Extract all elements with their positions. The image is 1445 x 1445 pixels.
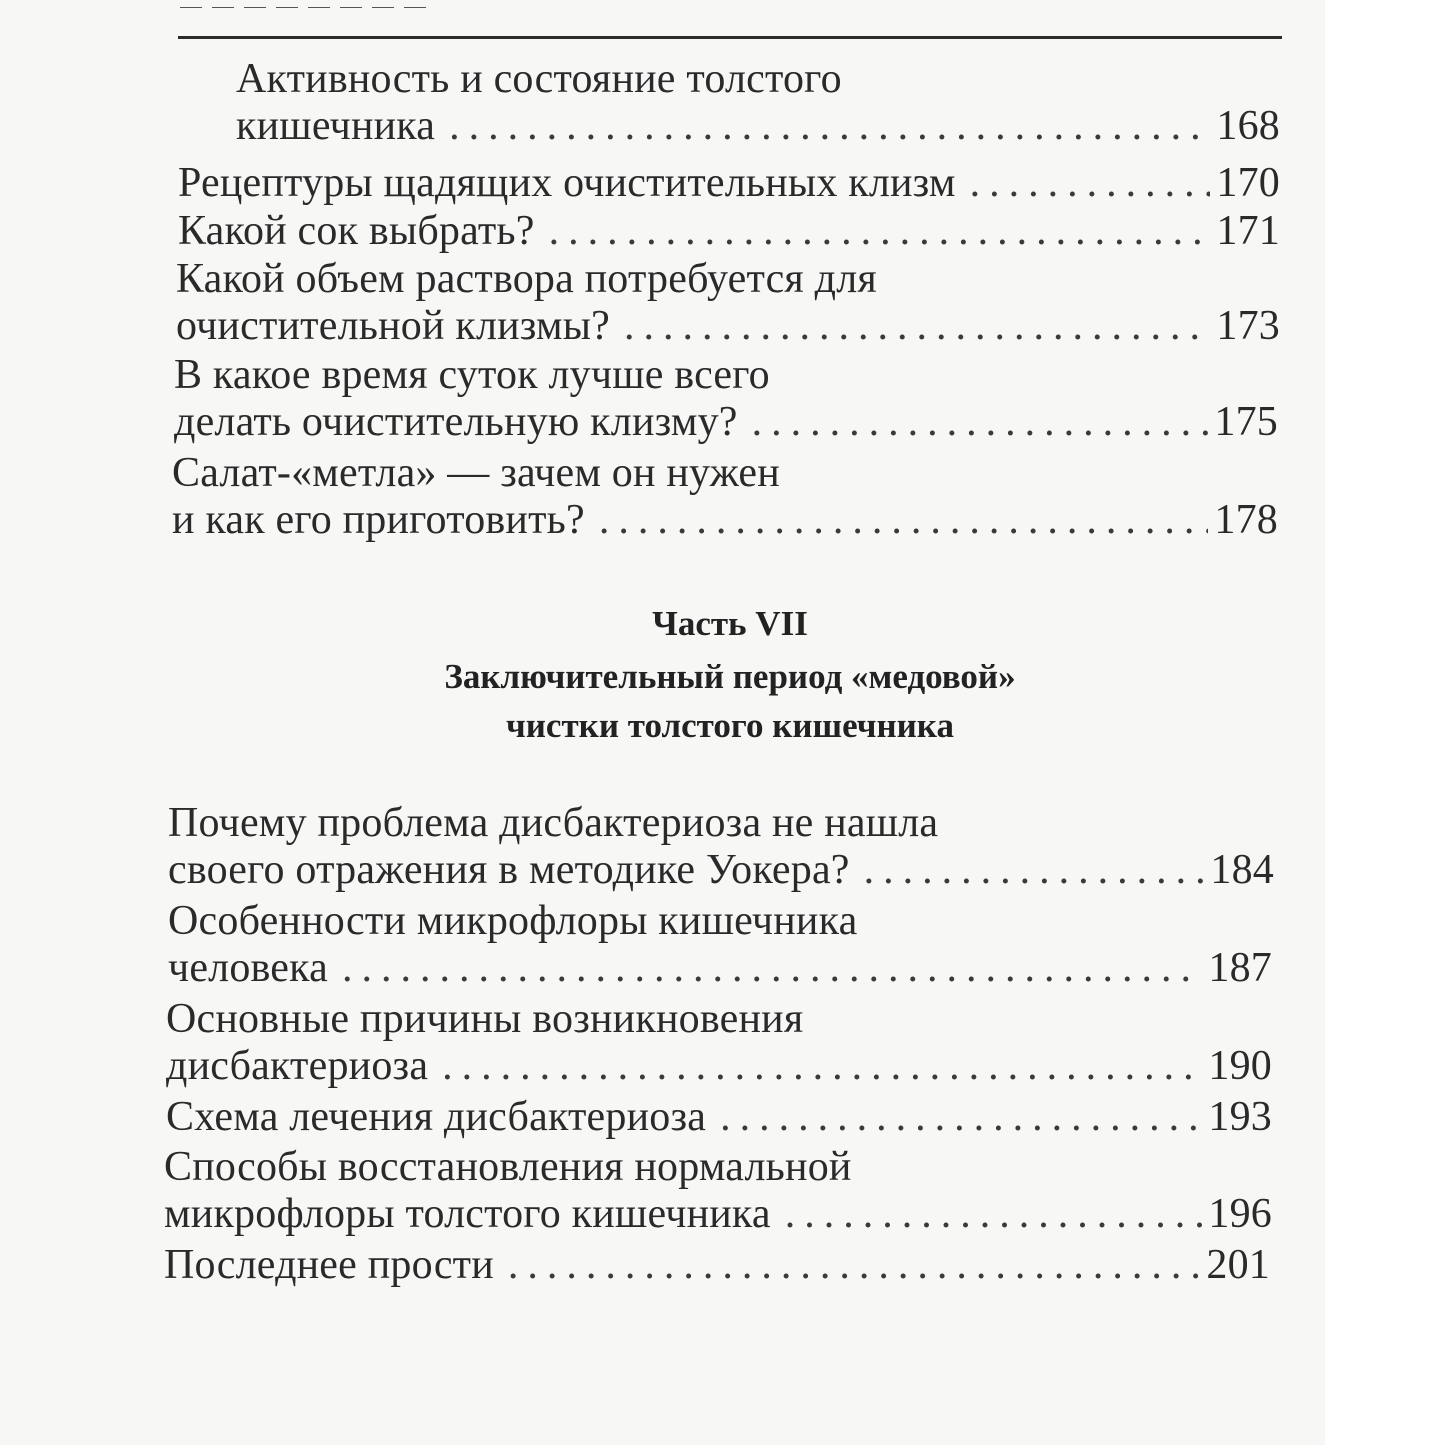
toc-entry-title: и как его приготовить?: [172, 497, 585, 543]
toc-page-number: 175: [1214, 399, 1278, 445]
toc-entry-title: Способы восстановления нормальной: [164, 1144, 852, 1190]
toc-entry-line: [164, 1191, 1272, 1238]
toc-page-number: 196: [1208, 1191, 1272, 1237]
toc-entry: [164, 1144, 1272, 1238]
toc-entry-line: [176, 256, 1280, 303]
leader-dots: [720, 1094, 1202, 1141]
leader-dots: [752, 399, 1209, 446]
leader-dots: [624, 303, 1210, 350]
toc-entry: [178, 208, 1280, 255]
toc-entry-title: Почему проблема дисбактериоза не нашла: [168, 800, 939, 846]
toc-entry-title: Активность и состояние толстого: [236, 56, 842, 102]
toc-entry-title: микрофлоры толстого кишечника: [164, 1191, 771, 1237]
toc-entry-title: дисбактериоза: [166, 1043, 429, 1089]
toc-entry: [172, 450, 1278, 544]
toc-entry-title: Рецептуры щадящих очистительных клизм: [178, 160, 956, 206]
toc-entry-line: [168, 847, 1274, 894]
toc-entry-title: В какое время суток лучше всего: [174, 352, 770, 398]
toc-entry-line: [174, 352, 1278, 399]
leader-dots: [599, 497, 1209, 544]
toc-entry: [236, 56, 1280, 150]
leader-dots: [785, 1191, 1203, 1238]
toc-entry-line: [174, 399, 1278, 446]
toc-entry-line: [164, 1144, 1272, 1191]
toc-entry-line: [168, 800, 1274, 847]
toc-entry: [168, 898, 1272, 992]
part-title: чистки толстого кишечника: [506, 706, 954, 745]
toc-page-number: 201: [1206, 1242, 1270, 1288]
toc-entry: [168, 800, 1274, 894]
toc-entry: [178, 160, 1280, 207]
leader-dots: [864, 847, 1205, 894]
toc-entry: [166, 1094, 1272, 1141]
toc-entry: [174, 352, 1278, 446]
toc-entry-title: Салат-«метла» — зачем он нужен: [172, 450, 780, 496]
part-label: Часть VII: [652, 604, 808, 643]
toc-page-number: 187: [1208, 945, 1272, 991]
toc-entry-title: Какой объем раствора потребуется для: [176, 256, 877, 302]
toc-entry-line: [172, 450, 1278, 497]
toc-entry-title: Особенности микрофлоры кишечника: [168, 898, 858, 944]
toc-entry-line: [172, 497, 1278, 544]
part-title: Заключительный период «медовой»: [444, 657, 1016, 696]
toc-entry-line: [166, 1094, 1272, 1141]
toc-page-number: 193: [1208, 1094, 1272, 1140]
toc-entry-title: человека: [168, 945, 328, 991]
toc-entry-line: [164, 1242, 1270, 1289]
toc-entry-line: [236, 103, 1280, 150]
leader-dots: [342, 945, 1202, 992]
toc-page-number: 178: [1214, 497, 1278, 543]
toc-entry-title: Какой сок выбрать?: [178, 208, 535, 254]
toc-entry-line: [166, 1043, 1272, 1090]
toc-entry: [166, 996, 1272, 1090]
toc-entry-line: [176, 303, 1280, 350]
toc-entry-title: делать очистительную клизму?: [174, 399, 738, 445]
toc-page-number: 168: [1216, 103, 1280, 149]
toc-entry-line: [178, 208, 1280, 255]
toc-page-number: 184: [1210, 847, 1274, 893]
toc-entry-line: [168, 898, 1272, 945]
toc-entry-line: [166, 996, 1272, 1043]
toc-entry-title: кишечника: [236, 103, 436, 149]
toc-entry: [164, 1242, 1270, 1289]
toc-page-number: 173: [1216, 303, 1280, 349]
toc-entry-line: [168, 945, 1272, 992]
toc-entry-line: [178, 160, 1280, 207]
toc-page-number: 170: [1216, 160, 1280, 206]
leader-dots: [449, 103, 1210, 150]
toc-entry-title: своего отражения в методике Уокера?: [168, 847, 850, 893]
toc-entry-title: Схема лечения дисбактериоза: [166, 1094, 707, 1140]
toc-entry-title: очистительной клизмы?: [176, 303, 611, 349]
toc-page-number: 190: [1208, 1043, 1272, 1089]
toc-entry-title: Последнее прости: [164, 1242, 494, 1288]
toc-page-number: 171: [1216, 208, 1280, 254]
leader-dots: [508, 1242, 1201, 1289]
leader-dots: [549, 208, 1211, 255]
toc-entry-line: [236, 56, 1280, 103]
toc-entry: [176, 256, 1280, 350]
toc-entry-title: Основные причины возникновения: [166, 996, 804, 1042]
leader-dots: [442, 1043, 1202, 1090]
leader-dots: [970, 160, 1211, 207]
